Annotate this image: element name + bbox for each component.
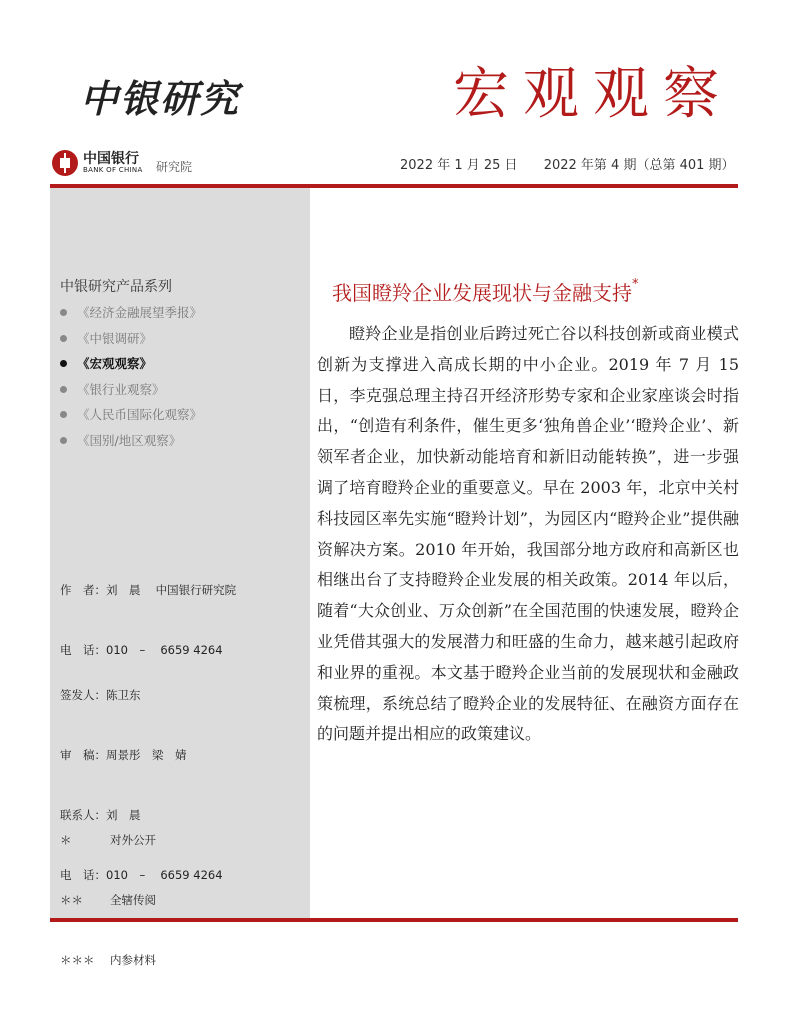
series-item[interactable]: 《银行业观察》: [60, 380, 202, 406]
contact-label: 联系人：: [60, 808, 106, 822]
author-label: 作 者：: [60, 583, 106, 597]
article-title-text: 我国瞪羚企业发展现状与金融支持: [332, 281, 632, 305]
phone-value: 010 – 6659 4264: [106, 643, 223, 657]
publish-date: 2022 年 1 月 25 日: [400, 158, 518, 173]
article-title: [332, 277, 639, 306]
series-item[interactable]: 《人民币国际化观察》: [60, 405, 202, 431]
legend-text: 对外公开: [110, 833, 156, 847]
bank-of-china-logo: [52, 150, 143, 176]
series-item[interactable]: 《国别/地区观察》: [60, 431, 202, 457]
legend-mark: ＊: [60, 833, 72, 847]
bank-of-china-emblem-icon: [52, 150, 78, 176]
review-value: 周景彤 梁 婧: [106, 748, 187, 762]
bottom-divider: [50, 918, 738, 922]
legend-mark: ＊＊: [60, 893, 83, 907]
phone-value: 010 – 6659 4264: [106, 868, 223, 882]
legend-mark: ＊＊＊: [60, 953, 95, 967]
series-item[interactable]: 《中银调研》: [60, 329, 202, 355]
legend-text: 全辖传阅: [110, 893, 156, 907]
review-label: 审 稿：: [60, 748, 106, 762]
bullet-icon: [60, 360, 67, 367]
signer-label: 签发人：: [60, 688, 106, 702]
issue-number: 2022 年第 4 期（总第 401 期）: [543, 158, 735, 173]
phone-label: 电 话：: [60, 643, 106, 657]
brand-calligraphy-logo: 中银研究: [80, 76, 241, 121]
distribution-legend: [60, 790, 156, 990]
bullet-icon: [60, 437, 67, 444]
article-body: 瞪羚企业是指创业后跨过死亡谷以科技创新或商业模式创新为支撑进入高成长期的中小企业。2019 年 7 月 15 日，李克强总理主持召开经济形势专家和企业家座谈会时指出，“创造有利条件，催生更多‘独角兽企业’‘瞪羚企业’、新领军者企业，加快新动能培育和新旧动能转换”，进一步强调了培育瞪羚企业的重要意义。早在 2003 年，北京中关村科技园区率先实施“瞪羚计划”，为园区内“瞪羚企业”提供融资解决方案。2010 年开始，我国部分地方政府和高新区也相继出台了支持瞪羚企业发展的相关政策。2014 年以后，随着“大众创业、万众创新”在全国范围的快速发展，瞪羚企业凭借其强大的发展潜力和旺盛的生命力，越来越引起政府和业界的重视。本文基于瞪羚企业当前的发展现状和金融政策梳理，系统总结了瞪羚企业的发展特征、在融资方面存在的问题并提出相应的政策建议。: [317, 324, 739, 744]
author-value: 刘 晨 中国银行研究院: [106, 583, 237, 597]
masthead-title: 宏观观察: [453, 62, 733, 127]
header-info: [400, 154, 757, 173]
logo-chinese-name: 中国银行: [83, 150, 139, 167]
series-item[interactable]: 《经济金融展望季报》: [60, 303, 202, 329]
bullet-icon: [60, 386, 67, 393]
bullet-icon: [60, 411, 67, 418]
bullet-icon: [60, 309, 67, 316]
bullet-icon: [60, 335, 67, 342]
footnote-mark[interactable]: *: [632, 277, 639, 293]
institute-label: 研究院: [156, 160, 193, 174]
contact-value: 刘 晨: [106, 808, 141, 822]
series-item-active[interactable]: 《宏观观察》: [60, 354, 202, 380]
signer-value: 陈卫东: [106, 688, 141, 702]
logo-english-name: BANK OF CHINA: [83, 165, 143, 174]
series-list: [60, 303, 202, 457]
phone-label: 电 话：: [60, 868, 106, 882]
series-title: 中银研究产品系列: [60, 279, 172, 295]
legend-text: 内参材料: [110, 953, 156, 967]
